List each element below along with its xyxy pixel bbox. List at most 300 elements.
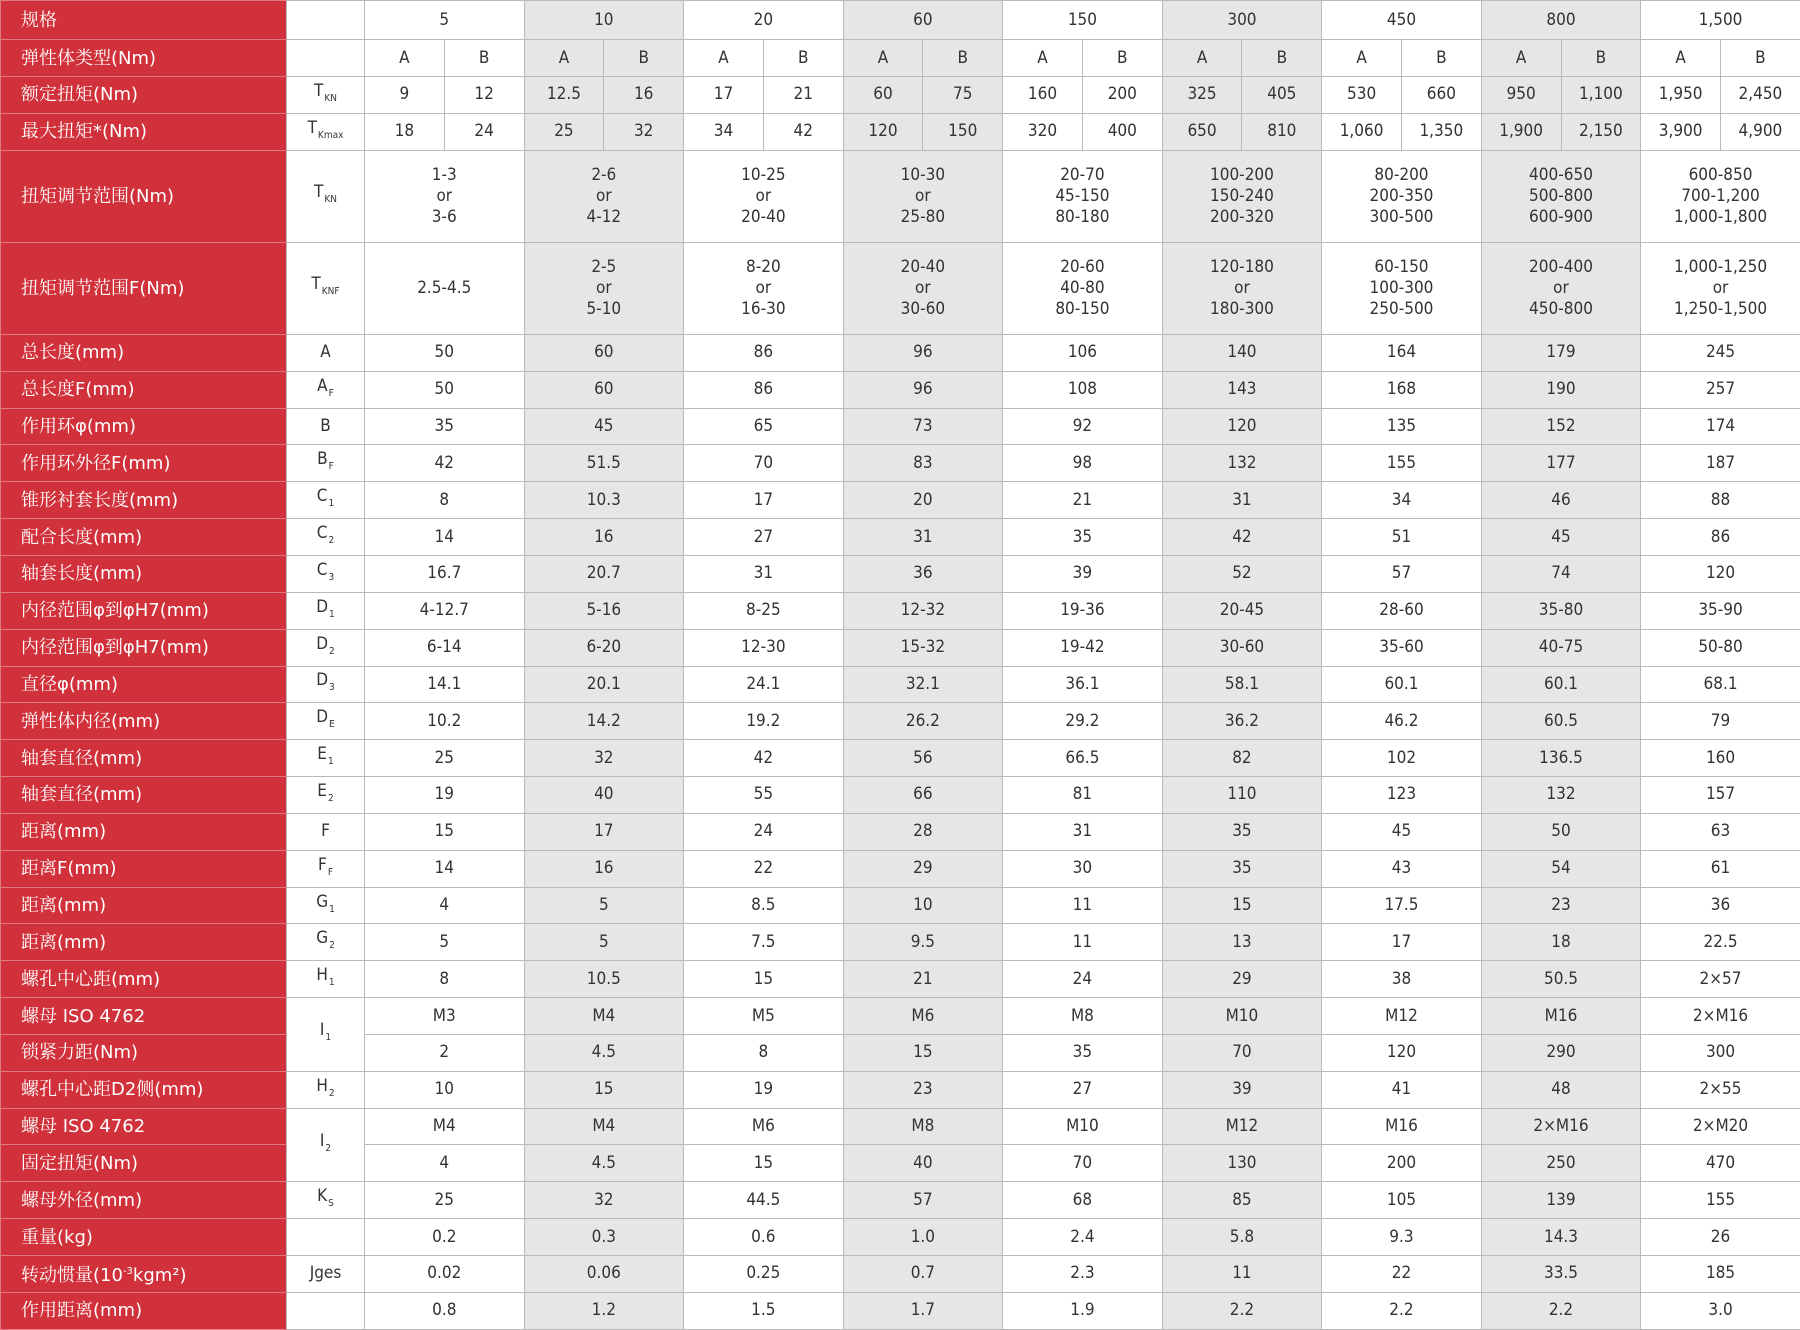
row-label-text: 轴套直径(mm) [21, 747, 143, 769]
cell-line: 200-400 [1529, 256, 1593, 277]
row-symbol [287, 740, 365, 777]
row-label-text: 弹性体内径(mm) [21, 710, 161, 732]
row-label-text: 距离(mm) [21, 895, 107, 916]
row-label-text: 重量(kg) [21, 1226, 93, 1248]
table-cell: 1.9 [1003, 1292, 1163, 1329]
table-cell: 177 [1481, 445, 1641, 482]
row-symbol-text: H [316, 965, 328, 986]
row-label-text: 锁紧力距(Nm) [21, 1042, 139, 1064]
cell-line: 600-850 [1688, 164, 1753, 185]
cell-line: 5-10 [586, 298, 622, 319]
table-row [1, 1145, 1800, 1182]
table-cell [524, 242, 684, 334]
table-cell: 18 [365, 113, 445, 150]
row-symbol-sub: F [327, 866, 333, 878]
table-cell: 44.5 [684, 1182, 844, 1219]
row-label [1, 961, 287, 998]
cell-line: 45-150 [1055, 185, 1110, 206]
table-cell: 2×M16 [1641, 998, 1800, 1035]
table-row [1, 666, 1800, 703]
row-symbol-text: E [317, 744, 327, 765]
table-cell: M8 [843, 1108, 1003, 1145]
table-cell: M12 [1322, 998, 1482, 1035]
row-label [1, 1071, 287, 1108]
row-symbol-sub: Kmax [317, 129, 344, 141]
table-cell: 136.5 [1481, 740, 1641, 777]
table-cell: 34 [684, 113, 764, 150]
row-label [1, 408, 287, 445]
row-symbol [287, 1256, 365, 1293]
row-label [1, 1, 287, 40]
row-symbol-text: I [319, 1130, 325, 1151]
table-row [1, 813, 1800, 850]
row-symbol-sub: 2 [329, 940, 335, 952]
table-cell: 19 [684, 1071, 844, 1108]
table-cell: 57 [1322, 555, 1482, 592]
row-symbol-text: C [316, 523, 328, 544]
table-cell: 50 [365, 371, 525, 408]
table-cell: 5 [524, 924, 684, 961]
table-cell: 70 [1003, 1145, 1163, 1182]
table-cell: 32 [524, 1182, 684, 1219]
table-cell: 19-36 [1003, 592, 1163, 629]
table-cell: 42 [1162, 519, 1322, 556]
table-row [1, 924, 1800, 961]
table-cell: 32.1 [843, 666, 1003, 703]
table-cell: 65 [684, 408, 844, 445]
row-label [1, 703, 287, 740]
row-symbol [287, 445, 365, 482]
table-cell: 61 [1641, 850, 1800, 887]
cell-line: 8-20 [745, 256, 781, 277]
table-cell: 5.8 [1162, 1219, 1322, 1256]
table-cell: 168 [1322, 371, 1482, 408]
table-cell: 10.2 [365, 703, 525, 740]
table-cell: 152 [1481, 408, 1641, 445]
table-cell: 140 [1162, 334, 1322, 371]
table-row [1, 445, 1800, 482]
table-cell: 650 [1162, 113, 1242, 150]
table-cell: 35 [365, 408, 525, 445]
table-cell: 35-60 [1322, 629, 1482, 666]
table-cell: 24 [684, 813, 844, 850]
table-cell: 15 [684, 1145, 844, 1182]
row-label [1, 666, 287, 703]
table-cell: 92 [1003, 408, 1163, 445]
table-cell: M16 [1322, 1108, 1482, 1145]
row-symbol-text: A [317, 375, 328, 396]
cell-line: 2-5 [591, 256, 617, 277]
row-label-text: 轴套长度(mm) [21, 563, 143, 585]
table-cell: 2,450 [1721, 76, 1800, 113]
table-cell: 35 [1162, 850, 1322, 887]
table-cell: 14.1 [365, 666, 525, 703]
table-cell: 42 [365, 445, 525, 482]
cell-line: 60-150 [1374, 256, 1429, 277]
table-cell: 14 [365, 519, 525, 556]
table-cell: 5-16 [524, 592, 684, 629]
table-cell: 35 [1003, 519, 1163, 556]
table-cell: 160 [1003, 76, 1083, 113]
row-label-sup: -3 [122, 1266, 133, 1278]
cell-line: 25-80 [900, 206, 946, 227]
table-cell: 1,100 [1561, 76, 1641, 113]
row-label [1, 482, 287, 519]
table-cell: B [1561, 40, 1641, 77]
row-label [1, 813, 287, 850]
table-cell: 29 [843, 850, 1003, 887]
table-cell: 35-90 [1641, 592, 1800, 629]
table-cell [684, 242, 844, 334]
table-cell: 17 [1322, 924, 1482, 961]
table-cell: 25 [524, 113, 604, 150]
table-cell: 13 [1162, 924, 1322, 961]
table-cell: 31 [1162, 482, 1322, 519]
table-cell: 2×M20 [1641, 1108, 1800, 1145]
row-symbol-sub: 2 [325, 1142, 332, 1154]
table-cell: 10.3 [524, 482, 684, 519]
cell-line: 700-1,200 [1681, 185, 1760, 206]
table-cell [843, 242, 1003, 334]
table-cell: 3,900 [1641, 113, 1721, 150]
table-cell: 31 [1003, 813, 1163, 850]
table-cell: 15 [843, 1034, 1003, 1071]
row-symbol-text: B [317, 449, 328, 470]
table-cell: 50 [365, 334, 525, 371]
row-symbol-sub: F [328, 387, 334, 399]
table-cell: B [1082, 40, 1162, 77]
table-cell: 190 [1481, 371, 1641, 408]
row-symbol-sub: 3 [329, 682, 335, 694]
cell-line: 100-300 [1369, 277, 1434, 298]
table-cell: 82 [1162, 740, 1322, 777]
row-symbol [287, 555, 365, 592]
table-cell [524, 150, 684, 242]
table-cell: 19-42 [1003, 629, 1163, 666]
table-cell: 0.06 [524, 1256, 684, 1293]
table-cell: 40 [524, 777, 684, 814]
table-cell: 4.5 [524, 1034, 684, 1071]
table-cell: 20 [843, 482, 1003, 519]
table-cell: 6-20 [524, 629, 684, 666]
table-cell: 139 [1481, 1182, 1641, 1219]
cell-line: or [595, 185, 612, 206]
row-symbol [287, 242, 365, 334]
table-cell: 21 [763, 76, 843, 113]
table-cell: 20.1 [524, 666, 684, 703]
row-symbol-text: K [317, 1186, 328, 1207]
cell-line: 20-40 [741, 206, 786, 227]
table-cell: 74 [1481, 555, 1641, 592]
row-symbol-text: H [316, 1075, 328, 1096]
table-cell: 26 [1641, 1219, 1800, 1256]
table-cell: 98 [1003, 445, 1163, 482]
table-row [1, 998, 1800, 1035]
table-cell: 0.8 [365, 1292, 525, 1329]
table-cell: 1,950 [1641, 76, 1721, 113]
table-cell: 9.3 [1322, 1219, 1482, 1256]
table-cell: 8 [365, 482, 525, 519]
table-cell: 88 [1641, 482, 1800, 519]
table-cell: 1.0 [843, 1219, 1003, 1256]
table-cell: 56 [843, 740, 1003, 777]
table-cell: A [365, 40, 445, 77]
table-cell: 300 [1162, 1, 1322, 40]
table-cell: A [1162, 40, 1242, 77]
table-cell: 6-14 [365, 629, 525, 666]
table-cell: M6 [684, 1108, 844, 1145]
row-symbol [287, 777, 365, 814]
table-cell [1003, 242, 1163, 334]
table-cell: 800 [1481, 1, 1641, 40]
row-label [1, 629, 287, 666]
row-symbol [287, 408, 365, 445]
row-symbol-text: E [317, 780, 327, 801]
table-row [1, 592, 1800, 629]
row-label [1, 1034, 287, 1071]
row-symbol-text: C [316, 559, 328, 580]
cell-line: 3-6 [431, 206, 457, 227]
table-cell: 43 [1322, 850, 1482, 887]
table-cell: 105 [1322, 1182, 1482, 1219]
table-cell: 45 [1322, 813, 1482, 850]
table-cell: A [684, 40, 764, 77]
cell-line: 100-200 [1209, 164, 1274, 185]
table-cell: 85 [1162, 1182, 1322, 1219]
table-row [1, 850, 1800, 887]
table-cell: 120 [843, 113, 923, 150]
row-label-text: 螺母外径(mm) [21, 1189, 143, 1211]
row-label [1, 113, 287, 150]
table-cell: 33.5 [1481, 1256, 1641, 1293]
table-cell: 63 [1641, 813, 1800, 850]
table-row [1, 242, 1800, 334]
table-cell: 135 [1322, 408, 1482, 445]
table-cell: 17 [684, 482, 844, 519]
cell-line: or [915, 277, 931, 298]
row-label-text: 总长度F(mm) [21, 379, 135, 401]
table-cell: 60 [843, 1, 1003, 40]
row-label-text: 配合长度(mm) [21, 526, 143, 548]
table-cell: M16 [1481, 998, 1641, 1035]
row-label-text: 作用距离(mm) [21, 1300, 143, 1322]
row-label [1, 1219, 287, 1256]
row-label-text: 轴套直径(mm) [21, 784, 143, 806]
table-cell: B [1242, 40, 1322, 77]
table-cell: 46.2 [1322, 703, 1482, 740]
row-symbol [287, 592, 365, 629]
table-cell [1481, 242, 1641, 334]
table-cell: 5 [365, 924, 525, 961]
table-cell: 18 [1481, 924, 1641, 961]
table-cell: 12-32 [843, 592, 1003, 629]
table-cell: 15-32 [843, 629, 1003, 666]
cell-line: 300-500 [1369, 206, 1434, 227]
table-cell: M10 [1003, 1108, 1163, 1145]
table-cell: 150 [1003, 1, 1163, 40]
table-cell: 30-60 [1162, 629, 1322, 666]
table-cell: 11 [1003, 887, 1163, 924]
row-symbol [287, 113, 365, 150]
row-symbol-text: D [316, 596, 329, 617]
table-cell: 39 [1003, 555, 1163, 592]
row-symbol [287, 629, 365, 666]
row-symbol [287, 813, 365, 850]
table-row [1, 555, 1800, 592]
table-cell: 39 [1162, 1071, 1322, 1108]
table-cell: 50 [1481, 813, 1641, 850]
table-cell: 58.1 [1162, 666, 1322, 703]
row-symbol [287, 924, 365, 961]
table-row [1, 629, 1800, 666]
cell-line: 40-80 [1060, 277, 1105, 298]
table-cell: 120 [1162, 408, 1322, 445]
table-cell: 8-25 [684, 592, 844, 629]
table-cell: 155 [1641, 1182, 1800, 1219]
row-label-text: 锥形衬套长度(mm) [21, 489, 179, 511]
table-cell: 2.2 [1322, 1292, 1482, 1329]
table-cell: 35-80 [1481, 592, 1641, 629]
table-cell: B [763, 40, 843, 77]
table-cell: 45 [524, 408, 684, 445]
table-cell: 132 [1481, 777, 1641, 814]
table-cell: 0.3 [524, 1219, 684, 1256]
table-cell: 22.5 [1641, 924, 1800, 961]
table-cell: 55 [684, 777, 844, 814]
table-cell: 86 [1641, 519, 1800, 556]
row-symbol-sub: 1 [329, 903, 335, 915]
cell-line: or [755, 277, 772, 298]
row-symbol-text: D [316, 633, 329, 654]
row-symbol [287, 1071, 365, 1108]
table-cell: 60 [843, 76, 923, 113]
table-cell: 10 [365, 1071, 525, 1108]
row-symbol-sub: F [328, 461, 334, 473]
row-symbol-text: Jges [309, 1263, 342, 1284]
row-symbol [287, 76, 365, 113]
table-row [1, 1292, 1800, 1329]
table-cell: 120 [1322, 1034, 1482, 1071]
table-cell [1162, 150, 1322, 242]
table-cell: 950 [1481, 76, 1561, 113]
table-row [1, 961, 1800, 998]
table-cell: 51 [1322, 519, 1482, 556]
row-symbol-sub: KN [324, 92, 337, 104]
table-cell: A [1641, 40, 1721, 77]
cell-line: 500-800 [1529, 185, 1593, 206]
row-label [1, 371, 287, 408]
cell-line: 20-70 [1060, 164, 1105, 185]
row-label-text: 内径范围φ到φH7(mm) [21, 637, 209, 659]
table-row [1, 334, 1800, 371]
row-symbol [287, 1182, 365, 1219]
row-label [1, 334, 287, 371]
table-row [1, 1182, 1800, 1219]
row-symbol [287, 482, 365, 519]
table-cell: 24.1 [684, 666, 844, 703]
table-cell: 45 [1481, 519, 1641, 556]
table-cell: 21 [1003, 482, 1163, 519]
cell-line: 2-6 [591, 164, 617, 185]
table-cell: 120 [1641, 555, 1800, 592]
table-cell: 40-75 [1481, 629, 1641, 666]
table-cell: 29.2 [1003, 703, 1163, 740]
row-symbol [287, 1219, 365, 1256]
row-symbol [287, 998, 365, 1072]
table-cell: 123 [1322, 777, 1482, 814]
table-cell: 60.1 [1481, 666, 1641, 703]
row-symbol [287, 519, 365, 556]
row-symbol [287, 850, 365, 887]
table-cell: 2×55 [1641, 1071, 1800, 1108]
table-row [1, 76, 1800, 113]
row-symbol-sub: 2 [329, 645, 335, 657]
table-cell: 174 [1641, 408, 1800, 445]
table-cell: 300 [1641, 1034, 1800, 1071]
table-cell: A [1322, 40, 1402, 77]
row-label [1, 242, 287, 334]
table-cell [1322, 242, 1482, 334]
table-cell: 68.1 [1641, 666, 1800, 703]
table-cell: 27 [1003, 1071, 1163, 1108]
row-label-text: 螺母 ISO 4762 [21, 1116, 146, 1138]
row-label-text: 额定扭矩(Nm) [21, 84, 139, 106]
table-cell: 16 [604, 76, 684, 113]
table-cell [1003, 150, 1163, 242]
table-cell: 57 [843, 1182, 1003, 1219]
table-row [1, 1108, 1800, 1145]
cell-line: 600-900 [1529, 206, 1593, 227]
table-cell: M12 [1162, 1108, 1322, 1145]
table-cell: 52 [1162, 555, 1322, 592]
row-symbol-sub: 1 [329, 608, 335, 620]
row-symbol-text: T [307, 117, 317, 138]
cell-line: or [915, 185, 931, 206]
row-label [1, 777, 287, 814]
table-cell: A [1003, 40, 1083, 77]
cell-line: 30-60 [900, 298, 946, 319]
table-row [1, 887, 1800, 924]
cell-line: 250-500 [1369, 298, 1434, 319]
row-label [1, 998, 287, 1035]
cell-line: 200-350 [1369, 185, 1434, 206]
cell-line: or [1712, 277, 1729, 298]
table-cell: 17 [684, 76, 764, 113]
row-label [1, 1256, 287, 1293]
table-cell: 1,350 [1401, 113, 1481, 150]
row-symbol-sub: E [329, 719, 335, 731]
row-label-text: 扭矩调节范围F(Nm) [21, 277, 185, 299]
table-cell: 15 [684, 961, 844, 998]
table-cell: 102 [1322, 740, 1482, 777]
table-cell: M6 [843, 998, 1003, 1035]
table-cell: 19 [365, 777, 525, 814]
table-cell: M10 [1162, 998, 1322, 1035]
row-symbol-text: T [311, 274, 321, 295]
table-cell: 54 [1481, 850, 1641, 887]
row-label [1, 850, 287, 887]
row-label-text: 螺母 ISO 4762 [21, 1005, 146, 1027]
table-cell: 130 [1162, 1145, 1322, 1182]
table-cell: 23 [1481, 887, 1641, 924]
table-cell: 143 [1162, 371, 1322, 408]
row-label-text: 固定扭矩(Nm) [21, 1152, 139, 1174]
table-cell: 51.5 [524, 445, 684, 482]
row-label [1, 555, 287, 592]
table-cell [1641, 242, 1800, 334]
cell-line: 80-150 [1055, 298, 1110, 319]
table-cell: 325 [1162, 76, 1242, 113]
